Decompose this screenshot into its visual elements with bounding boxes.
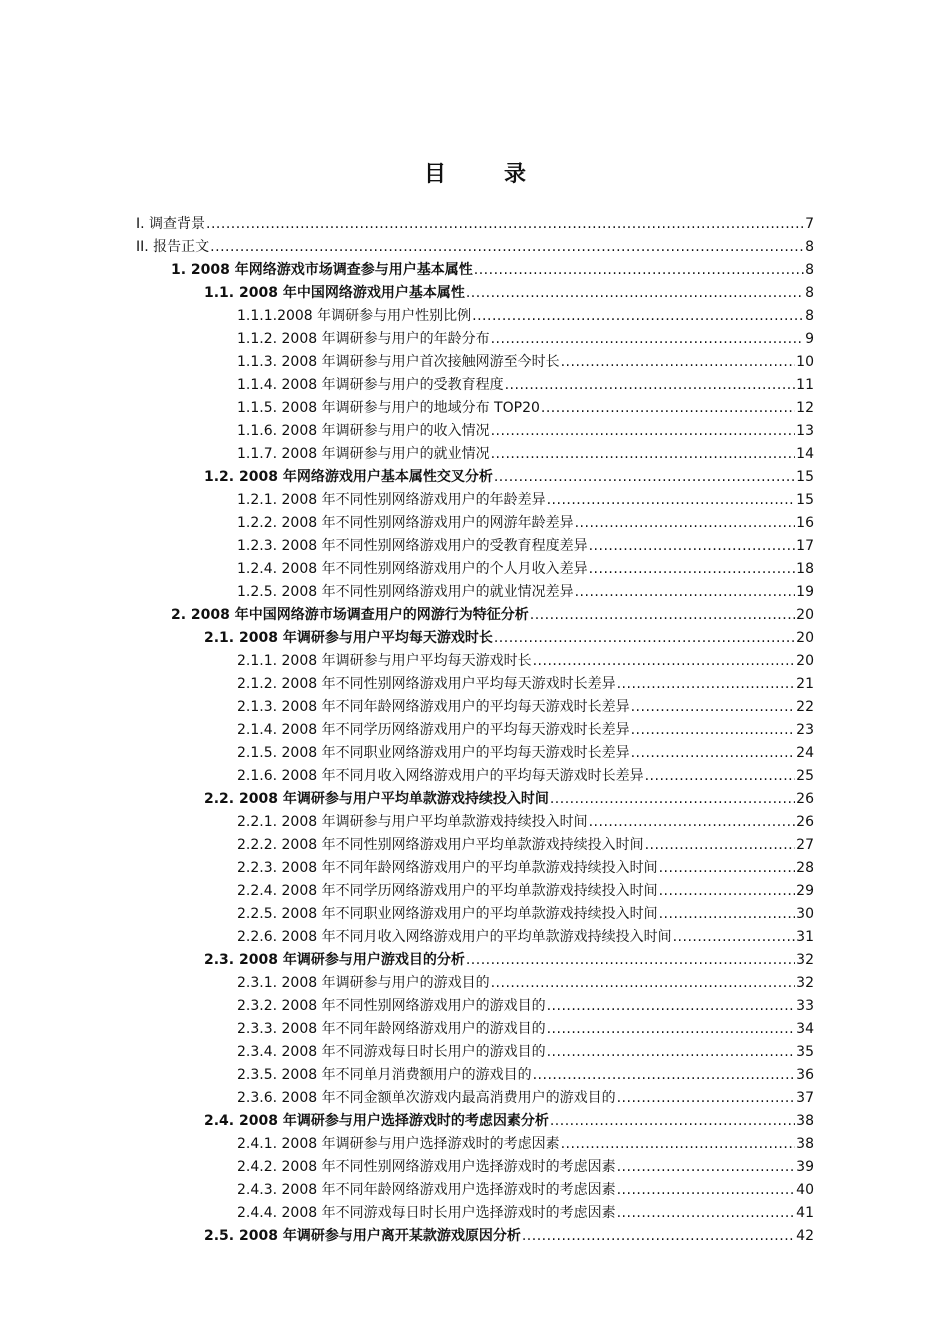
toc-page-number: 30 xyxy=(796,906,814,922)
toc-entry-title: 1.1.3. 2008 年调研参与用户首次接触网游至今时长 xyxy=(237,354,560,370)
toc-entry[interactable] xyxy=(136,259,814,282)
toc-dot-leader xyxy=(541,397,795,420)
toc-entry-title: 2.2.6. 2008 年不同月收入网络游戏用户的平均单款游戏持续投入时间 xyxy=(237,929,672,945)
toc-entry[interactable] xyxy=(136,972,814,995)
toc-entry[interactable] xyxy=(136,1202,814,1225)
toc-entry-title: 1.2.3. 2008 年不同性别网络游戏用户的受教育程度差异 xyxy=(237,538,588,554)
toc-dot-leader xyxy=(659,903,796,926)
toc-page-number: 36 xyxy=(796,1067,814,1083)
toc-entry-title: 2.1.4. 2008 年不同学历网络游戏用户的平均每天游戏时长差异 xyxy=(237,722,630,738)
toc-entry[interactable] xyxy=(136,397,814,420)
toc-entry[interactable] xyxy=(136,880,814,903)
toc-entry-title: 1. 2008 年网络游戏市场调查参与用户基本属性 xyxy=(171,262,473,278)
toc-dot-leader xyxy=(659,857,796,880)
toc-dot-leader xyxy=(550,788,795,811)
toc-entry[interactable] xyxy=(136,995,814,1018)
toc-entry-title: 1.1.1.2008 年调研参与用户性别比例 xyxy=(237,308,472,324)
toc-entry[interactable] xyxy=(136,1041,814,1064)
toc-entry[interactable] xyxy=(136,811,814,834)
toc-dot-leader xyxy=(533,650,796,673)
toc-entry[interactable] xyxy=(136,374,814,397)
toc-entry-title: 2.1.3. 2008 年不同年龄网络游戏用户的平均每天游戏时长差异 xyxy=(237,699,630,715)
toc-entry-title: 2.3.4. 2008 年不同游戏每日时长用户的游戏目的 xyxy=(237,1044,546,1060)
toc-page-number: 28 xyxy=(796,860,814,876)
toc-dot-leader xyxy=(547,1018,796,1041)
toc-dot-leader xyxy=(494,466,795,489)
toc-dot-leader xyxy=(575,581,796,604)
toc-page-number: 10 xyxy=(796,354,814,370)
toc-dot-leader xyxy=(617,673,796,696)
toc-dot-leader xyxy=(491,420,796,443)
toc-entry-title: 1.1.7. 2008 年调研参与用户的就业情况 xyxy=(237,446,490,462)
toc-entry-title: 2.3.3. 2008 年不同年龄网络游戏用户的游戏目的 xyxy=(237,1021,546,1037)
toc-page-number: 29 xyxy=(796,883,814,899)
toc-entry-title: II. 报告正文 xyxy=(136,239,210,255)
toc-entry[interactable] xyxy=(136,443,814,466)
toc-entry[interactable] xyxy=(136,420,814,443)
toc-entry-title: 2.3.5. 2008 年不同单月消费额用户的游戏目的 xyxy=(237,1067,532,1083)
toc-page-number: 21 xyxy=(796,676,814,692)
toc-dot-leader xyxy=(494,627,795,650)
toc-entry[interactable] xyxy=(136,604,814,627)
toc-page-number: 17 xyxy=(796,538,814,554)
toc-entry-title: 1.2. 2008 年网络游戏用户基本属性交叉分析 xyxy=(204,469,493,485)
toc-entry[interactable] xyxy=(136,282,814,305)
toc-page-number: 38 xyxy=(796,1136,814,1152)
toc-entry[interactable] xyxy=(136,696,814,719)
toc-entry-title: 2.3.6. 2008 年不同金额单次游戏内最高消费用户的游戏目的 xyxy=(237,1090,616,1106)
toc-entry-title: 2.1. 2008 年调研参与用户平均每天游戏时长 xyxy=(204,630,493,646)
toc-page-number: 27 xyxy=(796,837,814,853)
toc-page-number: 8 xyxy=(805,239,814,255)
toc-entry-title: 1.1.5. 2008 年调研参与用户的地域分布 TOP20 xyxy=(237,400,540,416)
toc-page-number: 39 xyxy=(796,1159,814,1175)
toc-entry[interactable] xyxy=(136,1156,814,1179)
toc-dot-leader xyxy=(466,282,804,305)
toc-page-number: 37 xyxy=(796,1090,814,1106)
toc-entry[interactable] xyxy=(136,351,814,374)
toc-entry[interactable] xyxy=(136,1225,814,1248)
toc-entry-title: 2.3.2. 2008 年不同性别网络游戏用户的游戏目的 xyxy=(237,998,546,1014)
toc-dot-leader xyxy=(472,305,804,328)
toc-page-number: 31 xyxy=(796,929,814,945)
toc-entry[interactable] xyxy=(136,834,814,857)
toc-page-number: 16 xyxy=(796,515,814,531)
toc-entry-title: 1.2.5. 2008 年不同性别网络游戏用户的就业情况差异 xyxy=(237,584,574,600)
toc-page-number: 15 xyxy=(796,492,814,508)
toc-entry[interactable] xyxy=(136,903,814,926)
toc-page-number: 12 xyxy=(796,400,814,416)
toc-entry[interactable] xyxy=(136,328,814,351)
toc-page-number: 26 xyxy=(796,791,814,807)
toc-dot-leader xyxy=(561,351,796,374)
toc-dot-leader xyxy=(474,259,804,282)
toc-entry[interactable] xyxy=(136,466,814,489)
toc-entry[interactable] xyxy=(136,1110,814,1133)
table-of-contents xyxy=(136,213,814,1248)
toc-page-number: 18 xyxy=(796,561,814,577)
toc-page-number: 20 xyxy=(796,630,814,646)
toc-entry-title: 2. 2008 年中国网络游市场调查用户的网游行为特征分析 xyxy=(171,607,529,623)
toc-page-number: 20 xyxy=(796,607,814,623)
toc-page-number: 24 xyxy=(796,745,814,761)
toc-page-number: 8 xyxy=(805,285,814,301)
toc-entry-title: 1.1.6. 2008 年调研参与用户的收入情况 xyxy=(237,423,490,439)
toc-entry-title: 1.2.4. 2008 年不同性别网络游戏用户的个人月收入差异 xyxy=(237,561,588,577)
toc-page-number: 15 xyxy=(796,469,814,485)
toc-entry[interactable] xyxy=(136,1018,814,1041)
toc-page-number: 35 xyxy=(796,1044,814,1060)
toc-entry-title: 2.1.6. 2008 年不同月收入网络游戏用户的平均每天游戏时长差异 xyxy=(237,768,644,784)
toc-dot-leader xyxy=(617,1179,796,1202)
toc-entry-title: 1.1. 2008 年中国网络游戏用户基本属性 xyxy=(204,285,465,301)
toc-page-number: 11 xyxy=(796,377,814,393)
toc-entry-title: 2.1.2. 2008 年不同性别网络游戏用户平均每天游戏时长差异 xyxy=(237,676,616,692)
toc-entry-title: I. 调查背景 xyxy=(136,216,206,232)
toc-entry-title: 2.1.5. 2008 年不同职业网络游戏用户的平均每天游戏时长差异 xyxy=(237,745,630,761)
toc-dot-leader xyxy=(645,765,796,788)
toc-entry[interactable] xyxy=(136,788,814,811)
toc-entry[interactable] xyxy=(136,719,814,742)
toc-entry[interactable] xyxy=(136,213,814,236)
toc-page-number: 8 xyxy=(805,308,814,324)
toc-entry[interactable] xyxy=(136,236,814,259)
toc-dot-leader xyxy=(491,443,796,466)
toc-dot-leader xyxy=(631,696,796,719)
toc-dot-leader xyxy=(547,995,796,1018)
toc-entry[interactable] xyxy=(136,305,814,328)
toc-page-number: 41 xyxy=(796,1205,814,1221)
toc-page-number: 33 xyxy=(796,998,814,1014)
toc-entry[interactable] xyxy=(136,926,814,949)
toc-entry-title: 2.3. 2008 年调研参与用户游戏目的分析 xyxy=(204,952,465,968)
toc-dot-leader xyxy=(206,213,804,236)
toc-dot-leader xyxy=(575,512,796,535)
toc-page-number: 22 xyxy=(796,699,814,715)
toc-dot-leader xyxy=(550,1110,795,1133)
toc-entry-title: 2.2.3. 2008 年不同年龄网络游戏用户的平均单款游戏持续投入时间 xyxy=(237,860,658,876)
toc-page-number: 20 xyxy=(796,653,814,669)
toc-entry[interactable] xyxy=(136,765,814,788)
toc-entry[interactable] xyxy=(136,742,814,765)
toc-page-number: 42 xyxy=(796,1228,814,1244)
toc-page-number: 23 xyxy=(796,722,814,738)
toc-entry-title: 2.2.1. 2008 年调研参与用户平均单款游戏持续投入时间 xyxy=(237,814,588,830)
toc-page-number: 13 xyxy=(796,423,814,439)
toc-entry[interactable] xyxy=(136,857,814,880)
toc-entry[interactable] xyxy=(136,512,814,535)
toc-entry[interactable] xyxy=(136,1133,814,1156)
toc-entry-title: 1.2.2. 2008 年不同性别网络游戏用户的网游年龄差异 xyxy=(237,515,574,531)
toc-dot-leader xyxy=(505,374,796,397)
toc-entry[interactable] xyxy=(136,1064,814,1087)
toc-entry-title: 2.3.1. 2008 年调研参与用户的游戏目的 xyxy=(237,975,490,991)
toc-dot-leader xyxy=(589,811,796,834)
toc-entry-title: 2.1.1. 2008 年调研参与用户平均每天游戏时长 xyxy=(237,653,532,669)
toc-dot-leader xyxy=(589,558,796,581)
toc-entry-title: 2.2.2. 2008 年不同性别网络游戏用户平均单款游戏持续投入时间 xyxy=(237,837,644,853)
toc-dot-leader xyxy=(589,535,796,558)
toc-entry-title: 2.2.5. 2008 年不同职业网络游戏用户的平均单款游戏持续投入时间 xyxy=(237,906,658,922)
toc-page-number: 40 xyxy=(796,1182,814,1198)
toc-page-number: 14 xyxy=(796,446,814,462)
toc-entry[interactable] xyxy=(136,489,814,512)
toc-page-number: 34 xyxy=(796,1021,814,1037)
toc-dot-leader xyxy=(530,604,795,627)
toc-dot-leader xyxy=(533,1064,796,1087)
toc-entry-title: 2.4. 2008 年调研参与用户选择游戏时的考虑因素分析 xyxy=(204,1113,549,1129)
toc-dot-leader xyxy=(631,719,796,742)
toc-dot-leader xyxy=(547,489,796,512)
toc-dot-leader xyxy=(522,1225,795,1248)
toc-dot-leader xyxy=(645,834,796,857)
toc-entry[interactable] xyxy=(136,1087,814,1110)
toc-entry[interactable] xyxy=(136,673,814,696)
toc-dot-leader xyxy=(491,972,796,995)
toc-dot-leader xyxy=(561,1133,796,1156)
toc-page-number: 32 xyxy=(796,952,814,968)
toc-page-number: 32 xyxy=(796,975,814,991)
toc-entry-title: 1.1.4. 2008 年调研参与用户的受教育程度 xyxy=(237,377,504,393)
toc-entry[interactable] xyxy=(136,627,814,650)
toc-page-number: 25 xyxy=(796,768,814,784)
toc-dot-leader xyxy=(491,328,804,351)
toc-entry-title: 2.4.1. 2008 年调研参与用户选择游戏时的考虑因素 xyxy=(237,1136,560,1152)
toc-dot-leader xyxy=(659,880,796,903)
toc-page-number: 38 xyxy=(796,1113,814,1129)
toc-page-number: 26 xyxy=(796,814,814,830)
toc-entry-title: 2.5. 2008 年调研参与用户离开某款游戏原因分析 xyxy=(204,1228,521,1244)
toc-dot-leader xyxy=(617,1087,796,1110)
toc-dot-leader xyxy=(547,1041,796,1064)
toc-entry-title: 2.4.3. 2008 年不同年龄网络游戏用户选择游戏时的考虑因素 xyxy=(237,1182,616,1198)
toc-entry-title: 1.1.2. 2008 年调研参与用户的年龄分布 xyxy=(237,331,490,347)
toc-page-number: 9 xyxy=(805,331,814,347)
toc-dot-leader xyxy=(673,926,796,949)
page-title: 目 录 xyxy=(423,162,544,187)
toc-entry-title: 2.2. 2008 年调研参与用户平均单款游戏持续投入时间 xyxy=(204,791,549,807)
toc-dot-leader xyxy=(210,236,804,259)
toc-entry[interactable] xyxy=(136,581,814,604)
toc-entry[interactable] xyxy=(136,650,814,673)
toc-dot-leader xyxy=(617,1156,796,1179)
toc-entry[interactable] xyxy=(136,1179,814,1202)
toc-dot-leader xyxy=(466,949,795,972)
toc-page-number: 8 xyxy=(805,262,814,278)
toc-dot-leader xyxy=(617,1202,796,1225)
toc-entry[interactable] xyxy=(136,949,814,972)
toc-entry-title: 2.4.4. 2008 年不同游戏每日时长用户选择游戏时的考虑因素 xyxy=(237,1205,616,1221)
toc-entry-title: 1.2.1. 2008 年不同性别网络游戏用户的年龄差异 xyxy=(237,492,546,508)
toc-entry[interactable] xyxy=(136,535,814,558)
toc-page-number: 19 xyxy=(796,584,814,600)
toc-entry-title: 2.2.4. 2008 年不同学历网络游戏用户的平均单款游戏持续投入时间 xyxy=(237,883,658,899)
toc-entry[interactable] xyxy=(136,558,814,581)
toc-page-number: 7 xyxy=(805,216,814,232)
toc-entry-title: 2.4.2. 2008 年不同性别网络游戏用户选择游戏时的考虑因素 xyxy=(237,1159,616,1175)
toc-dot-leader xyxy=(631,742,796,765)
